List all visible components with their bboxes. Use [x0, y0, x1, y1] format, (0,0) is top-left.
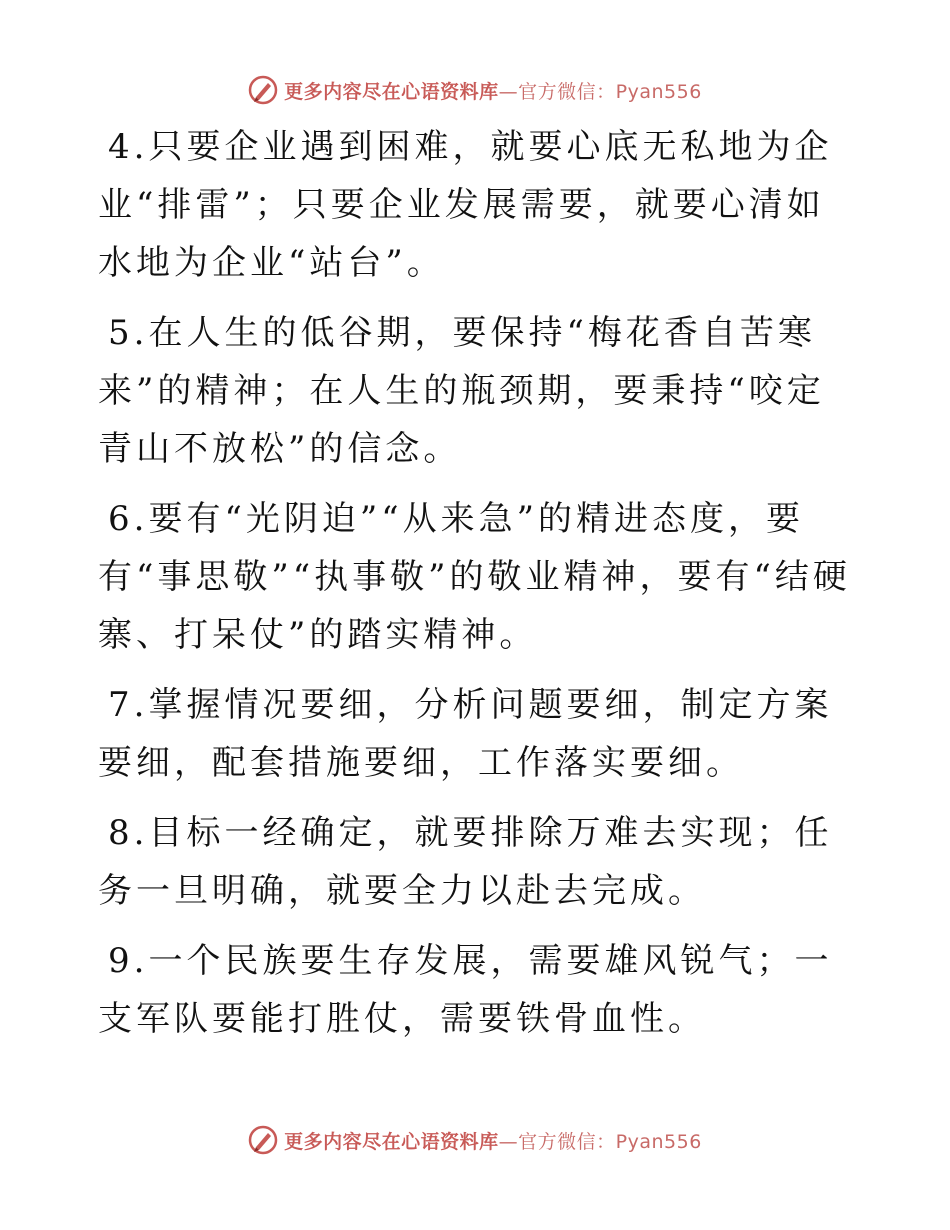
watermark-sub: —官方微信：Pyan556 — [498, 80, 702, 103]
footer-watermark — [0, 1120, 950, 1160]
paragraph-5: 5.在人生的低谷期，要保持“梅花香自苦寒来”的精神；在人生的瓶颈期，要秉持“咬定青山不放松”的信念。 — [98, 313, 825, 469]
paragraph-8: 8.目标一经确定，就要排除万难去实现；任务一旦明确，就要全力以赴去完成。 — [98, 813, 833, 911]
pen-logo-icon — [248, 1125, 278, 1155]
watermark-text — [284, 1127, 702, 1154]
paragraph-6: 6.要有“光阴迫”“从来急”的精进态度，要有“事思敬”“执事敬”的敬业精神，要有“结硬寨、打呆仗”的踏实精神。 — [98, 499, 851, 655]
document-body — [98, 118, 858, 1060]
paragraph-7: 7.掌握情况要细，分析问题要细，制定方案要细，配套措施要细，工作落实要细。 — [98, 685, 833, 783]
header-watermark — [0, 70, 950, 110]
paragraph-9: 9.一个民族要生存发展，需要雄风锐气；一支军队要能打胜仗，需要铁骨血性。 — [98, 941, 833, 1039]
watermark-text — [284, 77, 702, 104]
watermark-main: 更多内容尽在心语资料库 — [284, 80, 499, 103]
paragraph-4: 4.只要企业遇到困难，就要心底无私地为企业“排雷”；只要企业发展需要，就要心清如水地为企业“站台”。 — [98, 127, 833, 283]
watermark-sub: —官方微信：Pyan556 — [498, 1130, 702, 1153]
watermark-main: 更多内容尽在心语资料库 — [284, 1130, 499, 1153]
pen-logo-icon — [248, 75, 278, 105]
